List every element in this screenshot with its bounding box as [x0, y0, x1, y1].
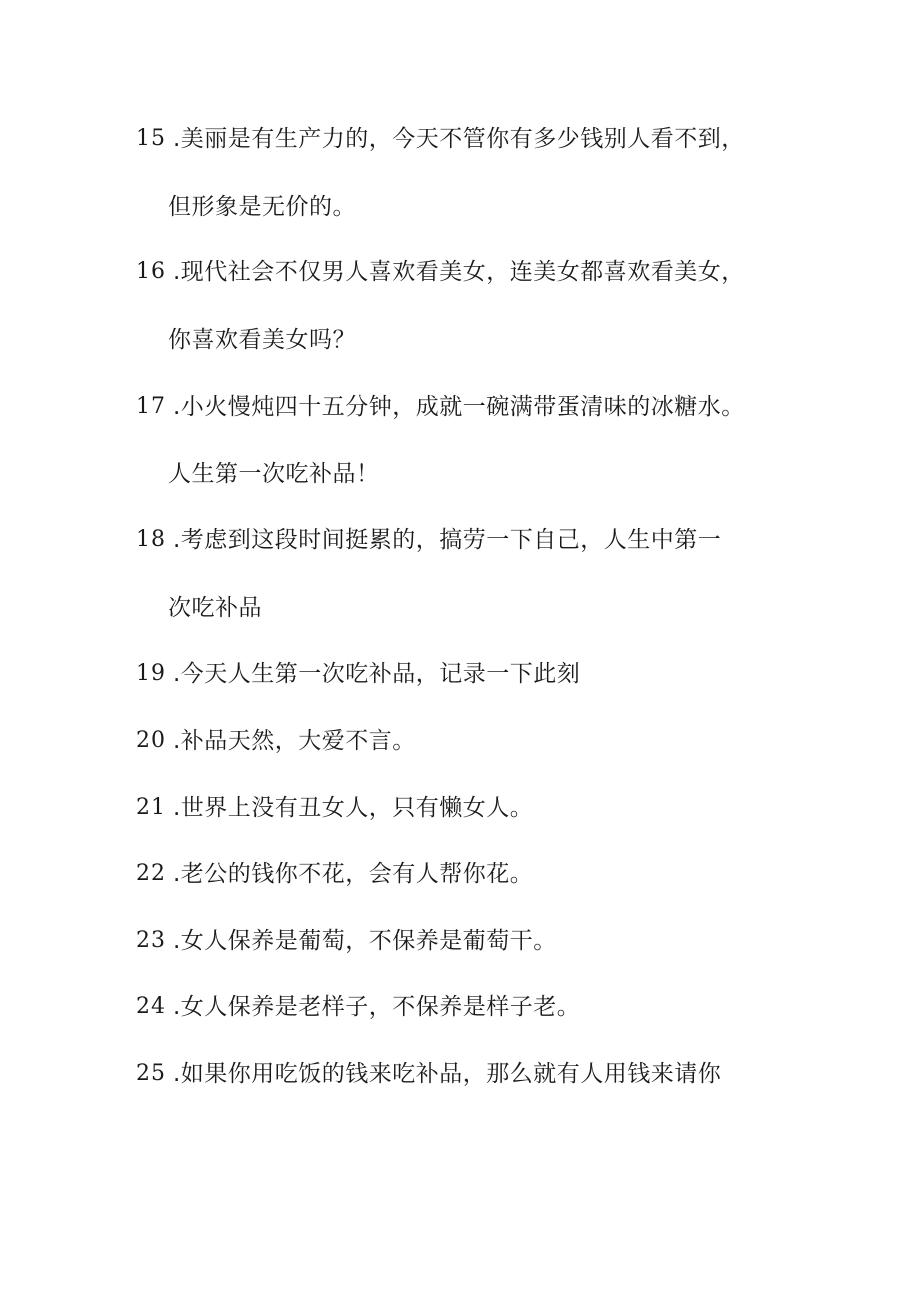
item-number: 25	[136, 1061, 166, 1086]
item-text: .如果你用吃饭的钱来吃补品，那么就有人用钱来请你	[173, 1061, 722, 1087]
item-text: .小火慢炖四十五分钟，成就一碗满带蛋清味的冰糖水。	[173, 394, 745, 420]
item-text: .美丽是有生产力的，今天不管你有多少钱别人看不到，	[173, 126, 745, 152]
item-text: .女人保养是老样子，不保养是样子老。	[173, 994, 581, 1020]
item-number: 20	[136, 728, 166, 753]
item-text: .世界上没有丑女人，只有懒女人。	[173, 795, 534, 821]
item-number: 19	[136, 661, 166, 686]
item-text: .今天人生第一次吃补品，记录一下此刻	[173, 661, 581, 687]
item-text: .考虑到这段时间挺累的，搞劳一下自己，人生中第一	[173, 527, 722, 553]
item-continuation-text: 但形象是无价的。	[168, 194, 356, 220]
item-continuation-text: 次吃补品	[168, 595, 262, 621]
item-text: .女人保养是葡萄，不保养是葡萄干。	[173, 928, 557, 954]
item-number: 18	[136, 527, 166, 552]
item-number: 17	[136, 394, 166, 419]
item-number: 15	[136, 126, 166, 151]
item-number: 16	[136, 259, 166, 284]
item-number: 23	[136, 928, 166, 953]
item-continuation-text: 人生第一次吃补品！	[168, 461, 380, 487]
item-number: 21	[136, 795, 166, 820]
item-number: 22	[136, 861, 166, 886]
item-number: 24	[136, 994, 166, 1019]
item-continuation-text: 你喜欢看美女吗？	[168, 327, 356, 353]
item-text: .老公的钱你不花，会有人帮你花。	[173, 861, 534, 887]
item-text: .现代社会不仅男人喜欢看美女，连美女都喜欢看美女，	[173, 259, 745, 285]
item-text: .补品天然，大爱不言。	[173, 728, 416, 754]
